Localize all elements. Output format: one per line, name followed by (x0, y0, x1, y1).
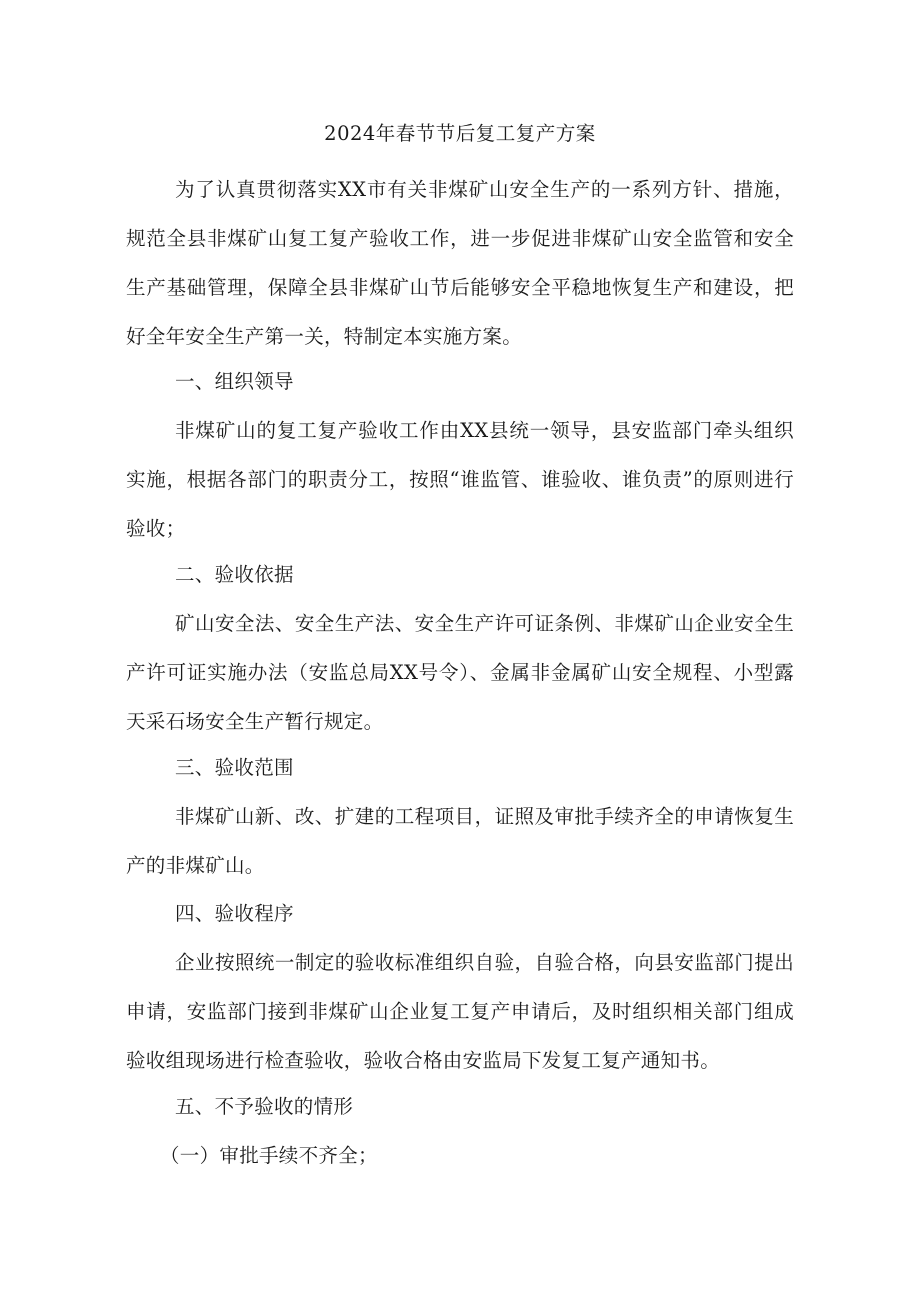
section-body-3: 非煤矿山新、改、扩建的工程项目，证照及审批手续齐全的申请恢复生产的非煤矿山。 (126, 805, 794, 877)
section-heading-4: 四、验收程序 (175, 902, 294, 925)
list-item: （一）审批手续不齐全； (160, 1144, 378, 1167)
document-title: 2024年春节节后复工复产方案 (324, 122, 596, 145)
section-heading-3: 三、验收范围 (175, 756, 294, 779)
section-body-2: 矿山安全法、安全生产法、安全生产许可证条例、非煤矿山企业安全生产许可证实施办法（安监总局XX号令）、金属非金属矿山安全规程、小型露天采石场安全生产暂行规定。 (126, 612, 794, 733)
intro-paragraph: 为了认真贯彻落实XX市有关非煤矿山安全生产的一系列方针、措施，规范全县非煤矿山复工复产验收工作，进一步促进非煤矿山安全监管和安全生产基础管理，保障全县非煤矿山节后能够安全平稳地恢复生产和建设，把好全年安全生产第一关，特制定本实施方案。 (126, 178, 794, 348)
section-body-4: 企业按照统一制定的验收标准组织自验，自验合格，向县安监部门提出申请，安监部门接到非煤矿山企业复工复产申请后，及时组织相关部门组成验收组现场进行检查验收，验收合格由安监局下发复工复产通知书。 (126, 951, 794, 1072)
section-heading-2: 二、验收依据 (175, 563, 294, 586)
section-body-1: 非煤矿山的复工复产验收工作由XX县统一领导，县安监部门牵头组织实施，根据各部门的职责分工，按照“谁监管、谁验收、谁负责”的原则进行验收； (126, 419, 794, 540)
section-heading-5: 五、不予验收的情形 (175, 1095, 354, 1118)
section-heading-1: 一、组织领导 (175, 370, 294, 393)
